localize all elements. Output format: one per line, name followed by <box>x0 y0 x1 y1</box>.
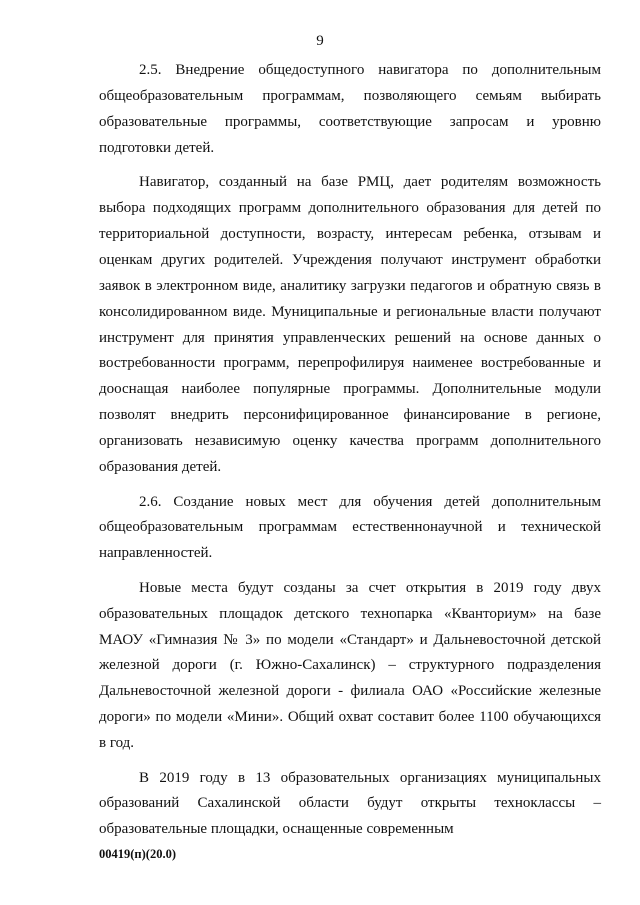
paragraph-2-6-new-places: 2.6. Создание новых мест для обучения детей дополнительным общеобразовательным программам естественнонаучной и технической направленностей. <box>99 493 601 562</box>
page-number: 9 <box>316 33 324 49</box>
paragraph-technoclasses: В 2019 году в 13 образовательных организациях муниципальных образований Сахалинской области будут открыты технокласcы – образовательные площадки, оснащенные современным <box>99 769 601 838</box>
paragraph-2-5-navigator: 2.5. Внедрение общедоступного навигатора по дополнительным общеобразовательным программам, позволяющего семьям выбирать образовательные программы, соответствующие запросам и уровню подготовки детей. <box>99 62 601 156</box>
paragraph-navigator-description: Навигатор, созданный на базе РМЦ, дает родителям возможность выбора подходящих программ дополнительного образования для детей по территориальной доступности, возрасту, интересам ребенка, отзывам и оценкам других родителей. Учреждения получают инструмент обработки заявок в электронном виде, аналитику загрузки педагогов и обратную связь в консолидированном виде. Муниципальные и региональные власти получают инструмент для принятия управленческих решений на основе данных о востребованности программ, перепрофилируя наименее востребованные и дооснащая наиболее популярные программы. Дополнительные модули позволят внедрить персонифицированное финансирование в регионе, организовать независимую оценку качества программ дополнительного образования детей. <box>99 174 601 476</box>
paragraph-kvantorium: Новые места будут созданы за счет открытия в 2019 году двух образовательных площадок детского технопарка «Кванториум» на базе МАОУ «Гимназия № 3» по модели «Стандарт» и Дальневосточной детской железной дороги (г. Южно-Сахалинск) – структурного подразделения Дальневосточной железной дороги - филиала ОАО «Российские железные дороги» по модели «Мини». Общий охват составит более 1100 обучающихся в год. <box>99 579 601 752</box>
body-text <box>99 58 601 843</box>
document-code: 00419(п)(20.0) <box>99 847 176 861</box>
